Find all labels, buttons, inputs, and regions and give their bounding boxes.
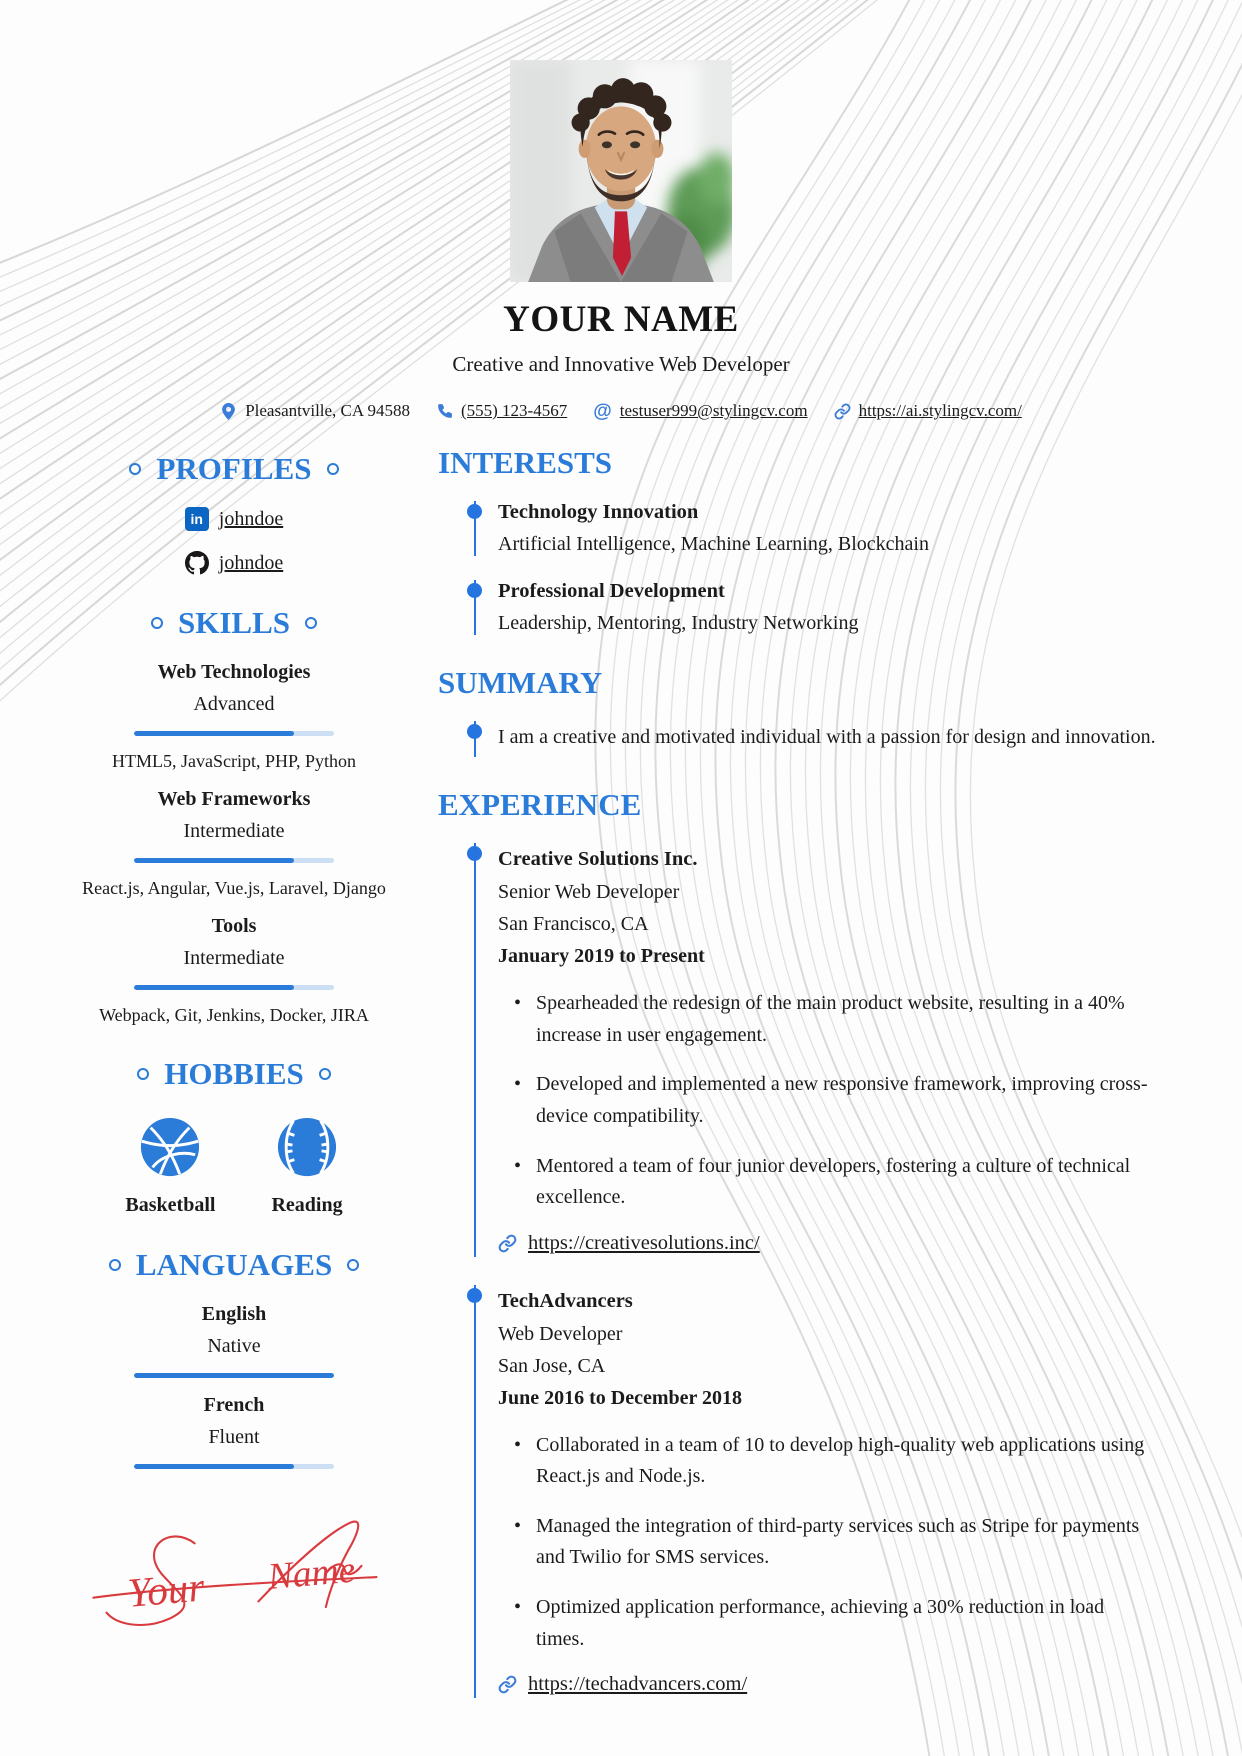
signature-image <box>84 1503 384 1653</box>
language-name: English <box>201 1303 267 1325</box>
profile-item-github <box>56 551 412 575</box>
hobby-label: Reading <box>271 1194 343 1216</box>
skill-progress-bar <box>134 731 334 736</box>
experience-heading: EXPERIENCE <box>438 787 642 823</box>
experience-bullet: • Collaborated in a team of 10 to develop high-quality web applications using React.js and Node.js. <box>536 1430 1156 1493</box>
contact-row <box>0 401 1242 421</box>
profiles-heading: PROFILES <box>56 451 412 487</box>
language-item <box>56 1303 412 1378</box>
language-level: Native <box>207 1335 261 1357</box>
ring-decoration-icon <box>327 463 339 475</box>
hobbies-row <box>56 1116 412 1217</box>
skill-name: Web Technologies <box>157 661 311 683</box>
ring-decoration-icon <box>137 1068 149 1080</box>
skill-name: Web Frameworks <box>157 788 311 810</box>
experience-company-link[interactable]: https://creativesolutions.inc/ <box>528 1231 760 1254</box>
experience-bullet-list <box>498 988 1156 1214</box>
hobby-item <box>125 1116 215 1217</box>
skill-progress-fill <box>134 858 294 863</box>
main-column <box>438 445 1156 1726</box>
experience-company-link[interactable]: https://techadvancers.com/ <box>528 1673 748 1696</box>
phone-link[interactable]: (555) 123-4567 <box>460 401 568 420</box>
language-progress-fill <box>134 1464 294 1469</box>
experience-company: Creative Solutions Inc. <box>498 848 698 871</box>
interest-title: Professional Development <box>498 580 725 602</box>
language-progress-bar <box>134 1373 334 1378</box>
experience-dates: June 2016 to December 2018 <box>498 1386 743 1409</box>
interest-keywords: Leadership, Mentoring, Industry Networking <box>498 612 859 634</box>
experience-role: Web Developer <box>498 1322 623 1345</box>
experience-location: San Francisco, CA <box>498 913 649 936</box>
link-icon <box>834 403 851 420</box>
linkedin-icon: in <box>185 507 209 531</box>
experience-role: Senior Web Developer <box>498 881 680 904</box>
ring-decoration-icon <box>347 1259 359 1271</box>
skill-progress-bar <box>134 985 334 990</box>
summary-item <box>474 721 1156 757</box>
experience-company: TechAdvancers <box>498 1289 633 1312</box>
contact-email <box>593 401 807 421</box>
content-columns <box>0 445 1242 1726</box>
skill-level: Intermediate <box>183 820 285 842</box>
skill-keywords: Webpack, Git, Jenkins, Docker, JIRA <box>99 1005 369 1025</box>
experience-section <box>438 787 1156 1698</box>
language-progress-fill <box>134 1373 334 1378</box>
baseball-icon <box>276 1116 338 1178</box>
link-icon <box>498 1675 517 1694</box>
hobby-label: Basketball <box>125 1194 216 1216</box>
interest-keywords: Artificial Intelligence, Machine Learning, Blockchain <box>498 533 929 555</box>
skills-heading: SKILLS <box>56 605 412 641</box>
experience-bullet: • Managed the integration of third-party services such as Stripe for payments and Twilio for SMS services. <box>536 1511 1156 1574</box>
experience-dates: January 2019 to Present <box>498 945 705 968</box>
skill-item <box>56 915 412 1026</box>
language-level: Fluent <box>208 1426 260 1448</box>
skill-name: Tools <box>211 915 257 937</box>
ring-decoration-icon <box>129 463 141 475</box>
phone-icon <box>436 403 453 420</box>
candidate-title: Creative and Innovative Web Developer <box>452 352 790 376</box>
experience-location: San Jose, CA <box>498 1354 606 1377</box>
signature <box>56 1503 412 1658</box>
profile-photo <box>510 60 732 282</box>
summary-section <box>438 665 1156 757</box>
languages-heading: LANGUAGES <box>56 1247 412 1283</box>
language-name: French <box>203 1394 265 1416</box>
interests-heading: INTERESTS <box>438 445 613 480</box>
interest-title: Technology Innovation <box>498 501 699 523</box>
github-icon <box>185 551 209 575</box>
ring-decoration-icon <box>109 1259 121 1271</box>
language-item <box>56 1394 412 1469</box>
ring-decoration-icon <box>305 617 317 629</box>
website-link[interactable]: https://ai.stylingcv.com/ <box>858 401 1022 420</box>
summary-text: I am a creative and motivated individual with a passion for design and innovation. <box>498 726 1156 748</box>
sidebar <box>56 445 412 1726</box>
link-icon <box>498 1234 517 1253</box>
hobbies-heading: HOBBIES <box>56 1056 412 1092</box>
hobby-item <box>271 1116 342 1217</box>
linkedin-profile-link[interactable]: johndoe <box>218 507 284 530</box>
skill-level: Advanced <box>193 693 275 715</box>
experience-bullet-list <box>498 1430 1156 1656</box>
signature-word-1: Your <box>125 1563 207 1616</box>
candidate-name: YOUR NAME <box>503 299 739 340</box>
skill-item <box>56 661 412 772</box>
experience-bullet: • Spearheaded the redesign of the main product website, resulting in a 40% increase in user engagement. <box>536 988 1156 1051</box>
interest-item <box>474 580 1156 635</box>
github-profile-link[interactable]: johndoe <box>218 551 284 574</box>
language-progress-bar <box>134 1464 334 1469</box>
interest-item <box>474 501 1156 556</box>
contact-location <box>220 401 410 421</box>
experience-entry <box>474 843 1156 1256</box>
email-at-icon: @ <box>593 400 612 422</box>
summary-heading: SUMMARY <box>438 665 603 700</box>
interests-section <box>438 445 1156 635</box>
skill-keywords: React.js, Angular, Vue.js, Laravel, Django <box>82 878 386 898</box>
basketball-icon <box>139 1116 201 1178</box>
signature-word-2: Name <box>266 1549 357 1598</box>
experience-entry <box>474 1285 1156 1698</box>
experience-bullet: • Developed and implemented a new responsive framework, improving cross-device compatibility. <box>536 1069 1156 1132</box>
contact-phone <box>436 401 567 421</box>
experience-bullet: • Optimized application performance, achieving a 30% reduction in load times. <box>536 1592 1156 1655</box>
skill-progress-fill <box>134 985 294 990</box>
experience-bullet: • Mentored a team of four junior developers, fostering a culture of technical excellence. <box>536 1151 1156 1214</box>
skill-item <box>56 788 412 899</box>
contact-website <box>834 401 1022 421</box>
skill-progress-fill <box>134 731 294 736</box>
email-link[interactable]: testuser999@stylingcv.com <box>619 401 808 420</box>
experience-link-row <box>498 1673 1156 1696</box>
experience-link-row <box>498 1232 1156 1255</box>
location-pin-icon <box>220 403 237 420</box>
resume-header <box>0 0 1242 421</box>
skill-level: Intermediate <box>183 947 285 969</box>
skill-keywords: HTML5, JavaScript, PHP, Python <box>111 751 356 771</box>
ring-decoration-icon <box>319 1068 331 1080</box>
ring-decoration-icon <box>151 617 163 629</box>
skill-progress-bar <box>134 858 334 863</box>
profile-item-linkedin <box>56 507 412 531</box>
location-text: Pleasantville, CA 94588 <box>245 401 410 420</box>
